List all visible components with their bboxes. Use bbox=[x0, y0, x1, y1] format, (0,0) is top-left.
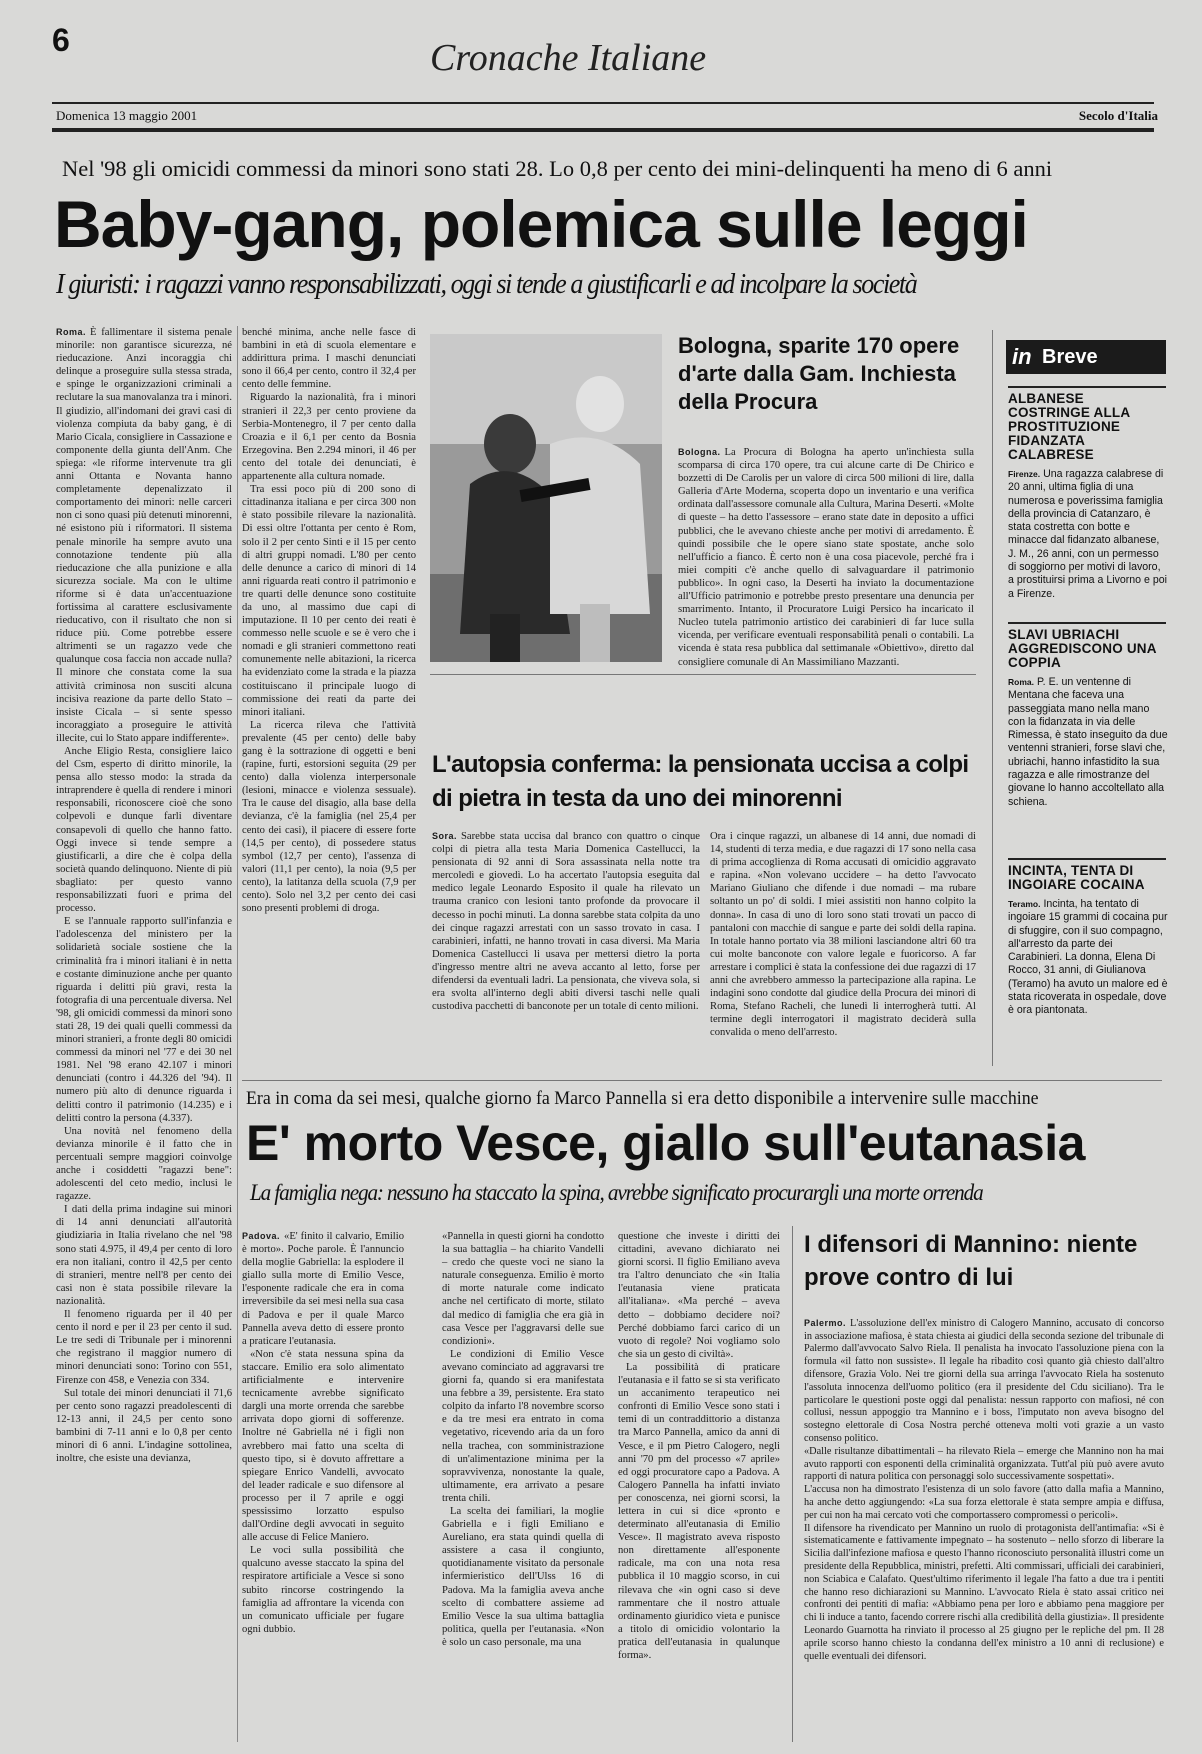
dateline: Firenze. bbox=[1008, 469, 1041, 479]
lead-text-1d: Una novità nel fenomeno della devianza minorile è il fatto che in percentuali sempre maggiori coinvolge anche i cosiddetti "ragazzi bene": adolescenti del ceto medio, inclusi le ragazze. bbox=[56, 1125, 232, 1203]
section-title-text: Cronache Italiane bbox=[430, 37, 707, 79]
autopsia-column-2 bbox=[710, 830, 976, 1064]
vesce-top-rule bbox=[242, 1080, 1162, 1081]
vesce-headline: E' morto Vesce, giallo sull'eutanasia bbox=[246, 1115, 1085, 1171]
lead-text-1g: Sul totale dei minori denunciati il 71,6 per cento sono ragazzi preadolescenti di 12-13 anni, il 24,5 per cento sono bambini di 7-11 anni e lo 0,8 per cento minori di 6 anni. L'indagine sottolinea, inoltre, che esiste una devianza, bbox=[56, 1387, 232, 1465]
vesce-column-2 bbox=[442, 1230, 604, 1742]
mannino-divider bbox=[792, 1226, 793, 1742]
dateline: Roma. bbox=[56, 327, 87, 337]
autopsia-top-rule bbox=[430, 674, 976, 675]
dateline: Palermo. bbox=[804, 1317, 847, 1328]
header-top-rule bbox=[52, 102, 1154, 104]
dateline: Padova. bbox=[242, 1231, 281, 1241]
dateline: Roma. bbox=[1008, 677, 1034, 687]
inbreve-logo-in: in bbox=[1012, 344, 1032, 369]
inbreve-rule-1 bbox=[1008, 386, 1166, 388]
inbreve-item-title: ALBANESE COSTRINGE ALLA PROSTITUZIONE FIDANZATA CALABRESE bbox=[1008, 391, 1130, 462]
vesce-text-2b: Le condizioni di Emilio Vesce avevano cominciato ad aggravarsi tre giorni fa, quando si era manifestata una febbre a 39, persistente. Era stato colpito da infarto l'8 novembre scorso e da tre mesi era entrato in coma vegetativo, ricevendo aria da un foro nella trachea, con somministrazione di un'alimentazione minima per la sopravvivenza, nonostante la quale, ultimamente, era arrivato a pesare trenta chili. bbox=[442, 1348, 604, 1504]
photo-children-playing bbox=[430, 334, 662, 662]
autopsia-text-2: Ora i cinque ragazzi, un albanese di 14 anni, due nomadi di 14, studenti di terza media, e due ragazzi di 17 sono nella casa di prima accoglienza di Roma accusati di omicidio aggravato e rapina. «Non volevano uccidere – ha detto l'avvocato Mariano Giuliano che difende i due nomadi – ma rubare soltanto un po' di soldi. I miei assistiti non hanno colpito la donna». In casa di uno di loro sono stati trovati un pacco di pantaloni con macchie di sangue e parte dei soldi della rapina. In totale hanno portato via 38 milioni lasciandone altri 60 tra cui molte banconote con valore legale e fuoricorso. A far arrestare i complici è stata la confessione dei due ragazzi di 17 anni che avrebbero ammesso la partecipazione alla rapina. Le indagini sono condotte dal giudice della Procura dei minori di Roma, Stefano Racheli, che lunedì li interrogherà tutti. Al termine degli interrogatori il magistrato deciderà sulla convalida o meno dell'arresto. bbox=[710, 831, 976, 1039]
lead-text-1c: E se l'annuale rapporto sull'infanzia e l'adolescenza del ministero per la solidarietà sociale sostiene che la criminalità fra i minori italiani è in netta e costante diminuzione anche per quanto riguarda i delitti più gravi, resta la fotografia di una percentuale diversa. Nel '98, gli omicidi commessi da minori sono stati 28, 19 dei quali quelli commessi da minori stranieri, a fronte degli 80 omicidi commessi da minori nel '77 e dei 30 nel 1981. Nel '98 erano 42.107 i minori denunciati (contro i 44.326 del '94). Il numero più alto di denunce riguarda i delitti contro il patrimonio (14.235) e i delitti contro la persona (4.337). bbox=[56, 916, 232, 1124]
lead-text-1b: Anche Eligio Resta, consigliere laico del Csm, esperto di diritto minorile, la pensa allo stesso modo: la strada da intraprendere è quella di rendere i minori responsabili, riconoscere cioè che sono colpevoli e dunque farli diventare consapevoli di quello che hanno fatto. Oggi invece si tende sempre a giustificarli, a dire che è colpa della società quando delinquono. Niente di più sbagliato: per questo vanno responsabilizzati fuori e prima del processo. bbox=[56, 746, 232, 915]
mannino-text bbox=[804, 1304, 1164, 1742]
bologna-headline: Bologna, sparite 170 opere d'arte dalla Gam. Inchiesta della Procura bbox=[678, 333, 960, 414]
autopsia-text-1: Sarebbe stata uccisa dal branco con quattro o cinque colpi di pietra alla testa Maria Domenica Castellucci, la pensionata di 92 anni di Sora assassinata nella notte tra mercoledì e giovedì. Lo ha accertato l'autopsia eseguita dal medico legale Leonardo Esposito il quale ha rilevato un trauma cranico con lesioni tanto profonde da provocare il decesso in pochi minuti. La donna sarebbe stata colpita da uno dei cinque ragazzi arrestati con un sasso trovato in casa. I carabinieri, infatti, ne hanno trovati in casa diversi. Ma Maria Domenica Castellucci li usava per mettersi dietro la porta d'ingresso mentre altri ne aveva accanto al letto, forse per difendersi da eventuali ladri. La pensionata, che viveva sola, si era svolta all'interno degli abiti diversi taschi nelle quali custodiva pacchetti di banconote per un totale di cento milioni. bbox=[432, 831, 700, 1013]
inbreve-item-title: INCINTA, TENTA DI INGOIARE COCAINA bbox=[1008, 863, 1145, 892]
page-number: 6 bbox=[52, 22, 70, 58]
dateline: Sora. bbox=[432, 831, 458, 841]
inbreve-item-body: P. E. un ventenne di Mentana che faceva una passeggiata mano nella mano con la fidanzata in via delle Rimessa, è stato inseguito da due ventenni stranieri, forse slavi che, ubriachi, hanno infastidito la sua ragazza e alle rimostranze del giovane lo hanno accoltellato alla schiena. bbox=[1008, 676, 1168, 808]
inbreve-item-body: Una ragazza calabrese di 20 anni, ultima figlia di una numerosa e poverissima famiglia della provincia di Catanzaro, è stata costretta con botte e minacce dal fidanzato albanese, J. M., 26 anni, con un permesso di soggiorno per motivi di lavoro, a prostituirsi prima a Livorno e poi a Firenze. bbox=[1008, 468, 1167, 600]
column-divider bbox=[237, 326, 238, 1742]
sidebar-divider bbox=[992, 330, 993, 1066]
mannino-headline: I difensori di Mannino: niente prove contro di lui bbox=[804, 1231, 1138, 1291]
lead-text-2c: Tra essi poco più di 200 sono di cittadinanza italiana e per circa 300 non è stato possibile rilevare la nazionalità. Di essi oltre l'ottanta per cento è Rom, solo il 2 per cento Sinti e il 15 per cento di altri gruppi nomadi. L'80 per cento delle denunce a carico di minori di 14 anni riguarda reati contro il patrimonio e tre quarti delle denunce sono costituite da uno, al massimo due capi di imputazione. Il 10 per cento dei reati è commesso nelle scuole e se è vero che i nomadi e gli stranieri commettono reati comunemente nelle abitazioni, la ricerca ha evidenziato come la strada e la piazza costituiscano il principale luogo di commissione dei reati da parte dei minori italiani. bbox=[242, 484, 416, 718]
vesce-text-1b: «Non c'è stata nessuna spina da staccare. Emilio era solo alimentato artificialmente e intervenire tecnicamente avrebbe significato dargli una morte orrenda che sarebbe arrivata dopo giorni di sofferenze. Inoltre né Gabriella né i figli non avrebbero mai fatto una scelta di questo tipo, si è dovuto affrettare a spiegare Enrico Vandelli, avvocato del leader radicale e suo difensore al processo per il 7 aprile e oggi spessissimo lorzatto espulso dall'Ordine degli avvocati in seguito alle accuse di Felice Maniero. bbox=[242, 1348, 404, 1544]
autopsia-column-1 bbox=[432, 830, 700, 1064]
lead-text-2: benché minima, anche nelle fasce di bambini in età di scuola elementare e addirittura prima. I maschi denunciati sono il 66,4 per cento, contro il 32,4 per cento delle femmine. bbox=[242, 327, 416, 391]
lead-text-1: È fallimentare il sistema penale minorile: non garantisce sicurezza, né rieducazione. Anzi incoraggia chi delinque a proseguire sulla stessa strada, e spinge le organizzazioni criminali a reclutare la sua manovalanza tra i minori. Il giudizio, all'indomani dei gravi casi di violenza compiuta da baby gang, è di Mario Cicala, consigliere in Cassazione e componente della giunta dell'Anm. Che spiega: «le riforme intervenute tra gli anni Ottanta e Novanta hanno completamente depenalizzato il comportamento dei minori: nelle carceri non ci sono quasi più detenuti minorenni, né esistono più i riformatori. Il sistema penale minorile ha sempre avuto una connotazione tendente più alla rieducazione che alla punizione e alla sicurezza sociale. Ma con le ultime riforme si è data un'accentuazione fortissima al carattere esclusivamente rieducativo, con il risultato che non si riduce più. Come potrebbe essere altrimenti se un ragazzo vede che qualunque cosa faccia non accade nulla? Il minore che constata come la sua attività criminosa non susciti alcuna incisiva reazione da parte dello Stato – insiste Cicala – si sente spesso incoraggiato a proseguire le attività illecite, cui lo Stato appare indifferente». bbox=[56, 327, 232, 744]
dateline: Bologna. bbox=[678, 447, 721, 457]
lead-text-1e: I dati della prima indagine sui minori di 14 anni denunciati all'autorità giudiziaria in Italia rivelano che nel '98 sono stati 4.975, il 49,4 per cento di loro era non italiani, contro il 42,5 per cento di stranieri, mentre nell'8 per cento dei casi non è stata possibile rilevare la nazionalità. bbox=[56, 1204, 232, 1307]
vesce-text-3: questione che investe i diritti dei cittadini, avevano dichiarato nei giorni scorsi. Il figlio Emiliano aveva tra l'altro denunciato che «in Italia l'eutanasia viene praticata all'italiana». «Ma perché – aveva detto – dobbiamo decidere noi? Perché dobbiamo farci carico di un vuoto di regole? Noi vogliamo solo che sia un gesto di civiltà». bbox=[618, 1231, 780, 1360]
bologna-body: La Procura di Bologna ha aperto un'inchiesta sulla scomparsa di circa 170 opere, tra cui alcune carte di De Chirico e bozzetti di De Carolis per un valore di circa 500 milioni di lire, dalla Galleria d'Arte Moderna, scoperta dopo un inventario e una verifica ordinata dall'assessore comunale alla Cultura, Marina Deserti. «Molte di queste – ha detto l'assessore – erano state date in deposito a uffici pubblici, che le avevano chieste anche per motivi di arredamento. È quindi possibile che le opere siano state spostate, anche solo nell'ufficio a fianco. È certo non è una cosa piacevole, perché fra i miei compiti c'è anche quello di salvaguardare il patrimonio pubblico». In ogni caso, la Deserti ha inviato la documentazione all'Ufficio patrimonio e potrebbe presto presentare una denuncia per smarrimento. Intanto, il Procuratore Luigi Persico ha incaricato il Nucleo tutela patrimonio artistico dei carabinieri di far luce sulla vicenda, per verificare eventuali responsabilità penali o contabili. La vicenda è stata resa pubblica dal settimanale «Obiettivo», diretto dal consigliere comunale di An Massimiliano Mazzanti. bbox=[678, 447, 974, 668]
vesce-text-1c: Le voci sulla possibilità che qualcuno avesse staccato la spina del respiratore artificiale a Vesce si sono subito rincorse costringendo la famiglia ad affrontare la vicenda con un comunicato ufficiale per fugare ogni dubbio. bbox=[242, 1545, 404, 1635]
lead-column-1 bbox=[56, 326, 232, 1742]
inbreve-rule-2 bbox=[1008, 622, 1166, 624]
lead-column-2 bbox=[242, 326, 416, 1066]
lead-text-2d: La ricerca rileva che l'attività prevalente (45 per cento) delle baby gang è la sottrazione di oggetti e beni (rapine, furti, estorsioni seguita (29 per cento) dalla violenza interpersonale (lesioni, minacce e violenza sessuale). Tra le cause del disagio, alla base della devianza, c'è la famiglia (nel 25,4 per cento dei casi), il piacere di essere forte (14,5 per cento), di possedere status symbol (12,7 per cento), l'assenza di valori (11,1 per cento), la noia (9,5 per cento), la latitanza della scuola (7,9 per cento). Solo nel 3,2 per cento dei casi sono presenti problemi di droga. bbox=[242, 719, 416, 915]
lead-text-2b: Riguardo la nazionalità, fra i minori stranieri il 22,3 per cento proviene da Serbia-Montenegro, il 7 per cento dalla Croazia e il 6,1 per cento da Bosnia Erzegovina. Ben 2.294 minori, il 46 per cento del totale dei denunciati, è appartenente alla cultura nomade. bbox=[242, 392, 416, 483]
vesce-subhead: La famiglia nega: nessuno ha staccato la spina, avrebbe significato procurargli una morte orrenda bbox=[250, 1180, 983, 1205]
vesce-text-2c: La scelta dei familiari, la moglie Gabriella e i figli Emiliano e Aureliano, era stata quindi quella di assistere a casa il congiunto, quotidianamente visitato da personale infermieristico dell'Ulss 16 di Padova. Ma la famiglia aveva anche scelto di combattere assieme ad Emilio Vesce la sua ultima battaglia politica, quella per l'eutanasia. «Non è solo un caso personale, ma una bbox=[442, 1505, 604, 1648]
section-title bbox=[430, 36, 706, 80]
vesce-kicker: Era in coma da sei mesi, qualche giorno fa Marco Pannella si era detto disponibile a intervenire sulle macchine bbox=[246, 1088, 1039, 1109]
news-photo bbox=[430, 334, 662, 662]
vesce-text-3b: La possibilità di praticare l'eutanasia e il fatto se si sta verificato un accanimento terapeutico nei confronti di Emilio Vesce sono stati i temi di un contraddittorio a distanza tra Marco Pannella, amico da anni di Vesce, e il pm Pietro Calogero, negli anni '70 pm del processo «7 aprile» ed oggi procuratore capo a Padova. A Calogero Pannella ha infatti inviato per conoscenza, nei giorni scorsi, la lettera in cui si dice «pronto e determinato all'eutanasia di Emilio Vesce». Il magistrato aveva risposto non direttamente all'esponente radicale, ma con una nota resa pubblica il 10 maggio scorso, in cui rilevava che «in ogni caso si deve rammentare che il nostro attuale ordinamento giuridico vieta e punisce a titolo di omicidio volontario la pratica dell'eutanasia in qualunque forma». bbox=[618, 1361, 780, 1661]
mannino-body: L'assoluzione dell'ex ministro di Calogero Mannino, accusato di concorso in associazione mafiosa, è stata chiesta ai giudici della seconda sezione del tribunale di Palermo dall'avvocato Salvo Riela. Il penalista ha invocato l'assoluzione piena con la formula «il fatto non sussiste». Il legale ha ribadito così quanto già chiesto dall'altro difensore, Grazia Volo. Nei tre giorni della sua arringa l'avvocato Riela ha sostenuto l'assoluta innocenza dell'uomo politico (era il presidente del Cdu siciliano). Tra le particolare le questioni poste oggi dal penalista: nessun rapporto con mafiosi, né con collusi, nessun appoggio tra Mannino e i boss, l'imputato non aveva bisogno del sostegno elettorale di Cosa Nostra perché otteneva molti voti grazie a un vasto consenso politico. «Dalle risultanze dibattimentali – ha rilevato Riela – emerge che Mannino non ha mai avuto rapporti con esponenti della criminalità organizzata. Tutt'al più può avere avuto rapporti di natura politica con personaggi solo successivamente sospettati». L'accusa non ha dimostrato l'esistenza di un solo favore (atto dalla mafia a Mannino, ha anche detto aggiungendo: «La sua forza elettorale è stata sempre ampia e diffusa, per cui non ha mai cercato voti che comportassero compromessi o pericoli». Il difensore ha rivendicato per Mannino un ruolo di protagonista dell'antimafia: «Si è sistematicamente e fattivamente impegnato – ha sostenuto – nello sforzo di liberare la Sicilia dall'infezione mafiosa e questo l'hanno riconosciuto personalità illustri come un presidente della Repubblica, ministri, prefetti. Alti commissari, ufficiali dei carabinieri, non Sciabica e Calafato. Quest'ultimo riferimento il legale l'ha fatto a due tra i pentiti che hanno reso dichiarazioni su Mannino. L'avvocato Riela è stato assai critico nei confronti dei pentiti di mafia: «Abbiamo pena per loro e abbiamo pena maggiore per chi li induce a tanto, facendo correre rischi alla credibilità della giustizia». Il presidente Leonardo Guarnotta ha rinviato il processo al 25 giugno per le repliche del pm. Il 28 aprile scorso hanno chiesto la condanna dell'ex ministro a 10 anni di reclusione) e quelle eventuali dei difensori. bbox=[804, 1317, 1164, 1662]
dateline: Teramo. bbox=[1008, 899, 1041, 909]
lead-subhead: I giuristi: i ragazzi vanno responsabilizzati, oggi si tende a giustificarli e ad incolpare la società bbox=[56, 268, 917, 300]
header-bottom-rule bbox=[52, 128, 1154, 132]
vesce-column-1 bbox=[242, 1230, 404, 1742]
inbreve-item-body: Incinta, ha tentato di ingoiare 15 grammi di cocaina pur di sfuggire, con il suo compagno, all'arresto da parte dei Carabinieri. La donna, Elena Di Rocco, 31 anni, di Giulianova (Teramo) ha avuto un malore ed è stata ricoverata in ospedale, dove è ora piantonata. bbox=[1008, 898, 1168, 1017]
inbreve-item-2 bbox=[1008, 628, 1168, 809]
autopsia-headline: L'autopsia conferma: la pensionata uccisa a colpi di pietra in testa da uno dei minorenni bbox=[432, 751, 969, 812]
inbreve-logo-breve: Breve bbox=[1042, 346, 1098, 368]
lead-headline: Baby-gang, polemica sulle leggi bbox=[54, 187, 1028, 261]
lead-text-1f: Il fenomeno riguarda per il 40 per cento il nord e per il 23 per cento il sud. Le tre sedi di Tribunale per i minorenni che registrano il maggior numero di minori denunciati sono: Torino con 551, Firenze con 458, e Venezia con 334. bbox=[56, 1309, 232, 1386]
vesce-text-2: «Pannella in questi giorni ha condotto la sua battaglia – ha chiarito Vandelli – credo che queste voci ne siano la naturale conseguenza. Emilio è morto di morte naturale come indicato anche nel certificato di morte, stilato dal medico di famiglia che era già in casa Vesce per l'aggravarsi delle sue condizioni». bbox=[442, 1231, 604, 1347]
inbreve-logo bbox=[1006, 340, 1166, 374]
vesce-column-3 bbox=[618, 1230, 780, 1742]
inbreve-item-title: SLAVI UBRIACHI AGGREDISCONO UNA COPPIA bbox=[1008, 627, 1157, 670]
inbreve-item-1 bbox=[1008, 392, 1168, 601]
lead-kicker: Nel '98 gli omicidi commessi da minori sono stati 28. Lo 0,8 per cento dei mini-delinquenti ha meno di 6 anni bbox=[62, 156, 1053, 181]
inbreve-rule-3 bbox=[1008, 858, 1166, 860]
inbreve-item-3 bbox=[1008, 864, 1168, 1018]
masthead-name: Secolo d'Italia bbox=[1078, 108, 1158, 123]
issue-date: Domenica 13 maggio 2001 bbox=[56, 108, 198, 123]
vesce-text-1: «E' finito il calvario, Emilio è morto». Poche parole. È l'annuncio della moglie Gabriella: la esplodere il giallo sulla morte di Emilio Vesce, l'esponente radicale che era in coma irreversibile da sei mesi nella sua casa di Padova e per il quale Marco Pannella aveva detto di essere pronto a praticare l'eutanasia. bbox=[242, 1231, 404, 1347]
bologna-text bbox=[678, 446, 974, 668]
